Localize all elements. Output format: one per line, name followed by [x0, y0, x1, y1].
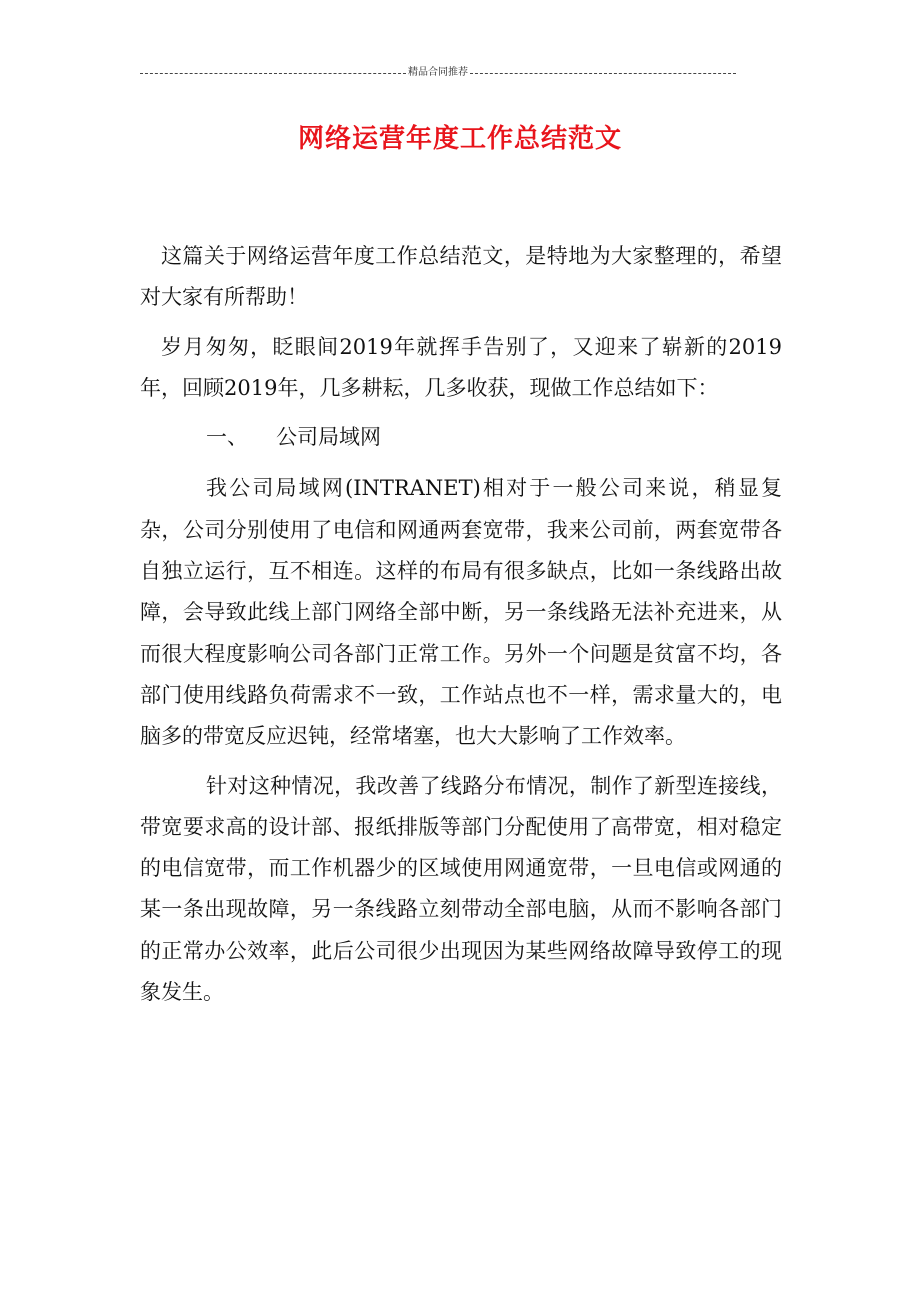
section-number: 一、 [206, 425, 248, 450]
paragraph-1: 岁月匆匆，眨眼间2019年就挥手告别了，又迎来了崭新的2019年，回顾2019年，几多耕耘，几多收获，现做工作总结如下： [140, 334, 782, 400]
header-divider [140, 66, 736, 80]
document-title: 网络运营年度工作总结范文 [297, 124, 622, 154]
paragraph-2: 我公司局域网(INTRANET)相对于一般公司来说，稍显复杂，公司分别使用了电信和网通两套宽带，我来公司前，两套宽带各自独立运行，互不相连。这样的布局有很多缺点，比如一条线路出故障，会导致此线上部门网络全部中断，另一条线路无法补充进来，从而很大程度影响公司各部门正常工作。另外一个问题是贫富不均，各部门使用线路负荷需求不一致，工作站点也不一样，需求量大的，电脑多的带宽反应迟钝，经常堵塞，也大大影响了工作效率。 [140, 476, 782, 749]
document-body [140, 236, 782, 1021]
header-dash-right [470, 73, 736, 74]
intro-paragraph: 这篇关于网络运营年度工作总结范文，是特地为大家整理的，希望对大家有所帮助！ [140, 244, 782, 310]
paragraph-3: 针对这种情况，我改善了线路分布情况，制作了新型连接线，带宽要求高的设计部、报纸排版等部门分配使用了高带宽，相对稳定的电信宽带，而工作机器少的区域使用网通宽带，一旦电信或网通的某一条出现故障，另一条线路立刻带动全部电脑，从而不影响各部门的正常办公效率，此后公司很少出现因为某些网络故障导致停工的现象发生。 [140, 773, 782, 1005]
section-heading-1 [140, 417, 782, 458]
header-label: 精品合同推荐 [408, 67, 468, 78]
section-title: 公司局域网 [276, 425, 381, 450]
header-dash-left [140, 73, 406, 74]
